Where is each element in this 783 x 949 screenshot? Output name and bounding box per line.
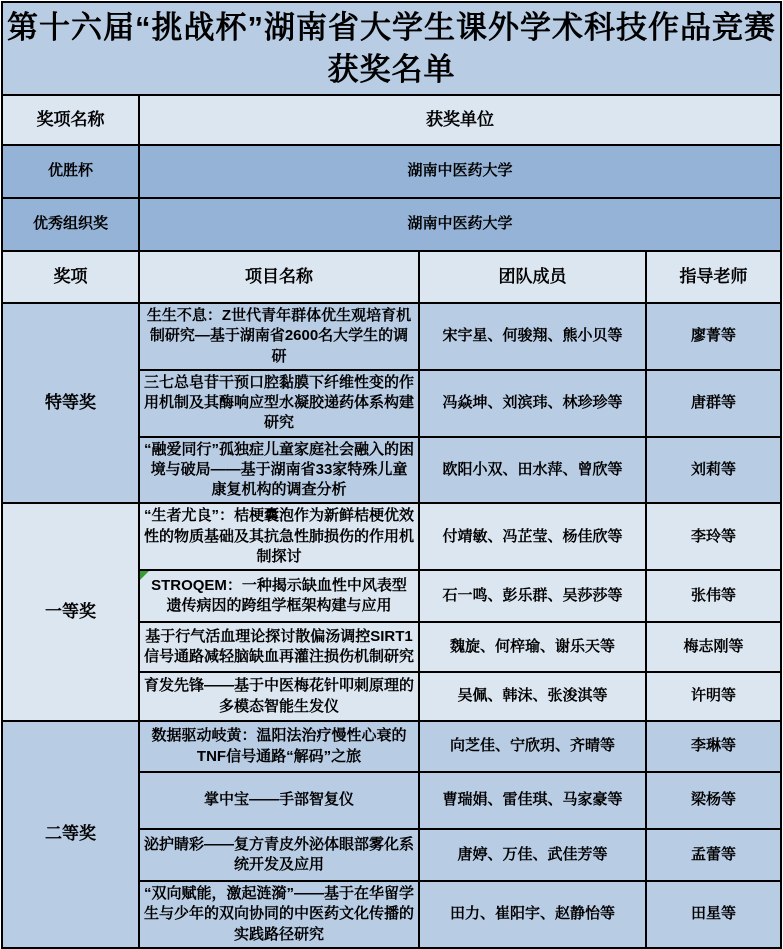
awards-header-award: 奖项 xyxy=(2,251,139,303)
summary-award-name: 优秀组织奖 xyxy=(2,198,139,251)
advisor-cell: 孟蕾等 xyxy=(646,829,781,881)
team-members-cell: 冯焱坤、刘滨玮、林珍珍等 xyxy=(419,370,646,437)
summary-winning-unit: 湖南中医药大学 xyxy=(139,198,781,251)
team-members-cell: 魏旋、何梓瑜、谢乐天等 xyxy=(419,622,646,672)
award-tier-label: 特等奖 xyxy=(2,303,139,503)
advisor-cell: 李玲等 xyxy=(646,503,781,570)
page-title-line2: 获奖名单 xyxy=(327,51,456,87)
team-members-cell: 吴佩、韩沫、张浚淇等 xyxy=(419,672,646,721)
project-name-cell xyxy=(139,570,419,622)
award-list-table xyxy=(1,1,782,949)
advisor-cell: 刘莉等 xyxy=(646,437,781,504)
project-name-cell: “生者尤良”：桔梗囊泡作为新鲜桔梗优效性的物质基础及其抗急性肺损伤的作用机制探讨 xyxy=(139,503,419,570)
advisor-cell: 廖菁等 xyxy=(646,303,781,370)
advisor-cell: 李琳等 xyxy=(646,721,781,772)
award-tier-label: 一等奖 xyxy=(2,503,139,721)
cell-error-indicator-icon xyxy=(140,571,149,580)
award-tier-label: 二等奖 xyxy=(2,721,139,948)
team-members-cell: 唐婷、万佳、武佳芳等 xyxy=(419,829,646,881)
project-name-cell: 生生不息：Z世代青年群体优生观培育机制研究—基于湖南省2600名大学生的调研 xyxy=(139,303,419,370)
team-members-cell: 欧阳小双、田水萍、曾欣等 xyxy=(419,437,646,504)
project-name-cell: “双向赋能，激起涟漪”——基于在华留学生与少年的双向协同的中医药文化传播的实践路径研究 xyxy=(139,881,419,948)
page-title-line1: 第十六届“挑战杯”湖南省大学生课外学术科技作品竞赛 xyxy=(7,9,776,45)
advisor-cell: 梅志刚等 xyxy=(646,622,781,672)
awards-header-project: 项目名称 xyxy=(139,251,419,303)
project-name-cell: 三七总皂苷干预口腔黏膜下纤维性变的作用机制及其酶响应型水凝胶递药体系构建研究 xyxy=(139,370,419,437)
page-title xyxy=(2,2,781,95)
project-name-cell: 掌中宝——手部智复仪 xyxy=(139,772,419,829)
project-name-cell: 基于行气活血理论探讨散偏汤调控SIRT1信号通路减轻脑缺血再灌注损伤机制研究 xyxy=(139,622,419,672)
team-members-cell: 宋宇星、何骏翔、熊小贝等 xyxy=(419,303,646,370)
summary-header-award-name: 奖项名称 xyxy=(2,95,139,145)
advisor-cell: 田星等 xyxy=(646,881,781,948)
project-name-cell: “融爱同行”孤独症儿童家庭社会融入的困境与破局——基于湖南省33家特殊儿童康复机构的调查分析 xyxy=(139,437,419,504)
project-name-text: STROQEM：一种揭示缺血性中风表型遗传病因的跨组学框架构建与应用 xyxy=(151,576,407,614)
awards-header-advisor: 指导老师 xyxy=(646,251,781,303)
summary-winning-unit: 湖南中医药大学 xyxy=(139,145,781,198)
team-members-cell: 付靖敏、冯芷莹、杨佳欣等 xyxy=(419,503,646,570)
team-members-cell: 石一鸣、彭乐群、吴莎莎等 xyxy=(419,570,646,622)
team-members-cell: 曹瑞娟、雷佳琪、马家豪等 xyxy=(419,772,646,829)
advisor-cell: 唐群等 xyxy=(646,370,781,437)
team-members-cell: 田力、崔阳宇、赵静怡等 xyxy=(419,881,646,948)
summary-header-winning-unit: 获奖单位 xyxy=(139,95,781,145)
project-name-cell: 泌护睛彩——复方青皮外泌体眼部雾化系统开发及应用 xyxy=(139,829,419,881)
advisor-cell: 张伟等 xyxy=(646,570,781,622)
advisor-cell: 梁杨等 xyxy=(646,772,781,829)
summary-award-name: 优胜杯 xyxy=(2,145,139,198)
awards-header-team: 团队成员 xyxy=(419,251,646,303)
project-name-cell: 数据驱动岐黄：温阳法治疗慢性心衰的TNF信号通路“解码”之旅 xyxy=(139,721,419,772)
advisor-cell: 许明等 xyxy=(646,672,781,721)
team-members-cell: 向芝佳、宁欣玥、齐晴等 xyxy=(419,721,646,772)
project-name-cell: 育发先锋——基于中医梅花针叩刺原理的多模态智能生发仪 xyxy=(139,672,419,721)
